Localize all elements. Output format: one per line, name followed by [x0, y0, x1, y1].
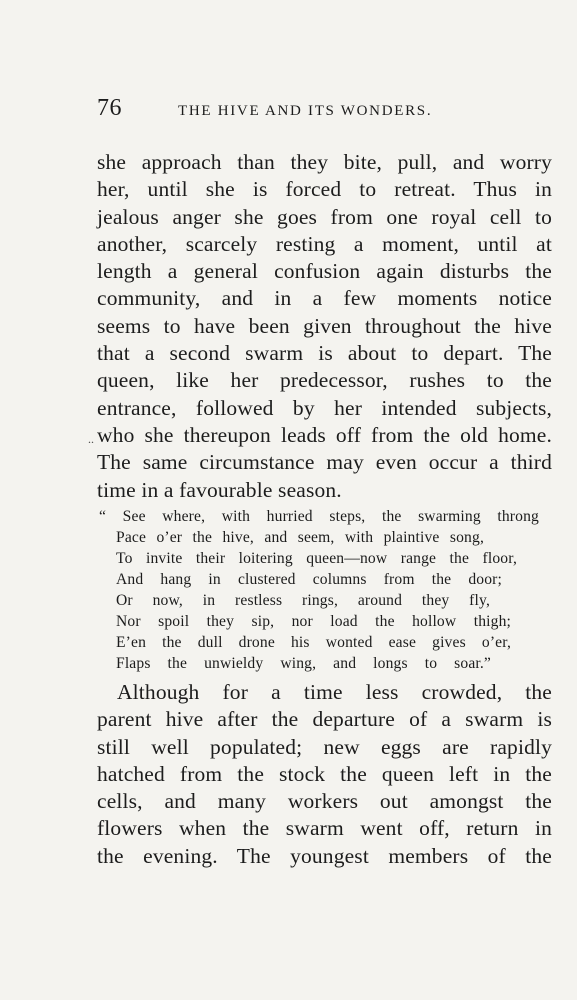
paragraph-2-line: still well populated; new eggs are rapidly [97, 734, 552, 759]
margin-mark: .. [88, 432, 94, 446]
paragraph-2-line: parent hive after the departure of a swarm is [97, 707, 552, 732]
poem-line: Flaps the unwieldy wing, and longs to soar.” [116, 655, 491, 672]
running-head: THE HIVE AND ITS WONDERS. [178, 103, 433, 119]
paragraph-1-line: entrance, followed by her intended subjects, [97, 395, 552, 420]
paragraph-2-line: cells, and many workers out amongst the [97, 789, 552, 814]
poem-line: And hang in clustered columns from the door; [116, 571, 502, 588]
paragraph-1-line: queen, like her predecessor, rushes to the [97, 368, 552, 393]
quoted-poem [99, 506, 539, 674]
paragraph-1-line: length a general confusion again disturbs the [97, 259, 552, 284]
poem-line: Or now, in restless rings, around they fly, [116, 592, 490, 609]
paragraph-1-line: The same circumstance may even occur a third [97, 450, 552, 475]
poem-line: Pace o’er the hive, and seem, with plaintive song, [116, 529, 484, 546]
paragraph-2-line: the evening. The youngest members of the [97, 843, 552, 868]
paragraph-2-line: hatched from the stock the queen left in the [97, 761, 552, 786]
page-number: 76 [97, 95, 122, 121]
paragraph-1-line: time in a favourable season. [97, 477, 342, 502]
paragraph-1-line: jealous anger she goes from one royal cell to [97, 204, 552, 229]
poem-line: Nor spoil they sip, nor load the hollow thigh; [116, 613, 511, 630]
paragraph-1-line: her, until she is forced to retreat. Thus in [97, 177, 552, 202]
poem-line: To invite their loitering queen—now range the floor, [116, 550, 517, 567]
paragraph-2-line: Although for a time less crowded, the [117, 680, 552, 704]
paragraph-1-line: that a second swarm is about to depart. The [97, 341, 552, 366]
paragraph-1-line: community, and in a few moments notice [97, 286, 552, 311]
paragraph-1-line: another, scarcely resting a moment, until at [97, 231, 552, 256]
paragraph-1-line: who she thereupon leads off from the old home. [97, 422, 552, 447]
poem-line: E’en the dull drone his wonted ease gives o’er, [116, 634, 511, 651]
poem-line: “ See where, with hurried steps, the swarming throng [99, 508, 539, 525]
paragraph-2 [97, 679, 552, 870]
paragraph-1-line: she approach than they bite, pull, and worry [97, 150, 552, 174]
page-header [97, 96, 552, 128]
paragraph-2-line: flowers when the swarm went off, return in [97, 816, 552, 841]
paragraph-1-line: seems to have been given throughout the hive [97, 313, 552, 338]
paragraph-1 [97, 149, 552, 504]
